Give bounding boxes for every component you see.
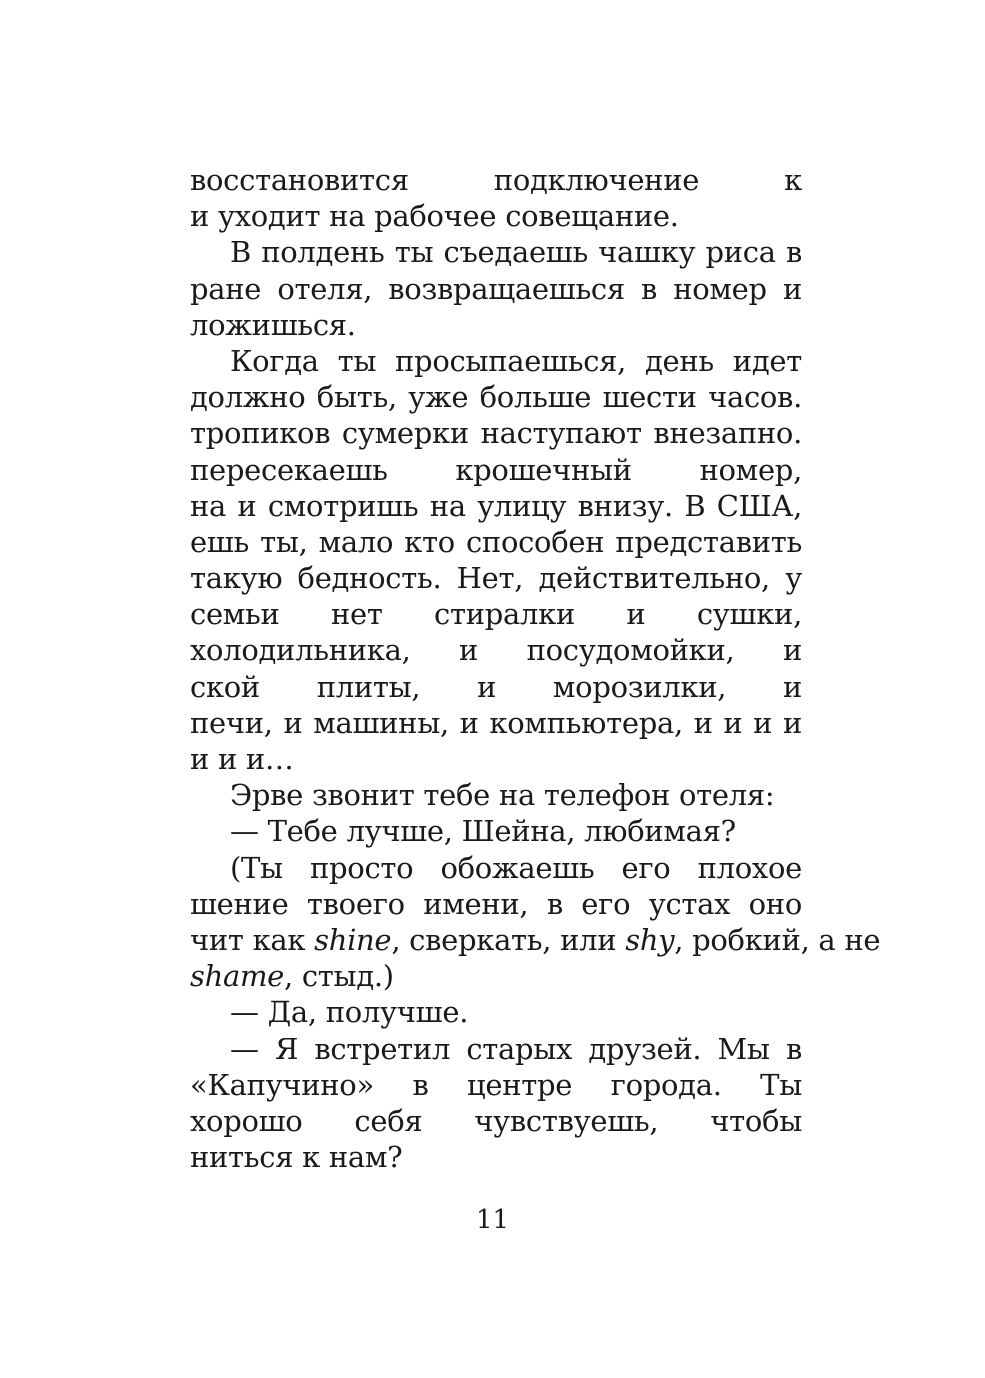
page-number: 11 <box>475 1205 510 1235</box>
text-line: ешь ты, мало кто способен представить <box>190 524 802 559</box>
italic-word-shy: shy <box>625 922 675 957</box>
text-segment: , робкий, а не <box>674 922 881 957</box>
italic-word-shine: shine <box>314 922 392 957</box>
text-line: печи, и машины, и компьютера, и и и и <box>190 705 802 740</box>
text-line: ской плиты, и морозилки, и <box>190 669 802 704</box>
text-line: и уходит на рабочее совещание. <box>190 199 679 234</box>
text-line: Когда ты просыпаешься, день идет <box>230 343 802 378</box>
text-line: — Да, получше. <box>230 995 469 1030</box>
text-line: такую бедность. Нет, действительно, у <box>190 561 802 596</box>
body-text <box>190 162 881 1175</box>
text-line: и и и… <box>190 742 294 776</box>
text-line: ране отеля, возвращаешься в номер и <box>190 271 802 306</box>
text-line: на и смотришь на улицу внизу. В США, <box>190 488 802 523</box>
text-line: семьи нет стиралки и сушки, <box>190 597 802 632</box>
text-line-shame <box>190 958 802 994</box>
text-line: холодильника, и посудомойки, и <box>190 633 802 668</box>
text-line: В полдень ты съедаешь чашку риса в <box>230 235 802 270</box>
text-line: пересекаешь крошечный номер, <box>190 452 802 487</box>
text-segment: чит как <box>190 922 315 957</box>
text-segment: , сверкать, или <box>391 922 626 957</box>
text-line: — Тебе лучше, Шейна, любимая? <box>230 814 736 849</box>
text-line: «Капучино» в центре города. Ты <box>190 1067 802 1102</box>
text-line: хорошо себя чувствуешь, чтобы <box>190 1103 802 1138</box>
text-line: ложишься. <box>190 307 356 342</box>
text-line-shine <box>190 922 881 958</box>
text-line: шение твоего имени, в его устах оно <box>190 886 802 921</box>
text-line: должно быть, уже больше шести часов. <box>190 380 802 415</box>
text-line: (Ты просто обожаешь его плохое <box>230 850 802 885</box>
italic-word-shame: shame <box>190 959 285 994</box>
text-line: Эрве звонит тебе на телефон отеля: <box>230 778 775 813</box>
text-line: — Я встретил старых друзей. Мы в <box>230 1031 802 1066</box>
text-line: восстановится подключение к <box>190 163 802 197</box>
text-segment: , стыд.) <box>284 959 394 994</box>
text-line: ниться к нам? <box>190 1140 403 1175</box>
text-line: тропиков сумерки наступают внезапно. <box>190 416 802 451</box>
